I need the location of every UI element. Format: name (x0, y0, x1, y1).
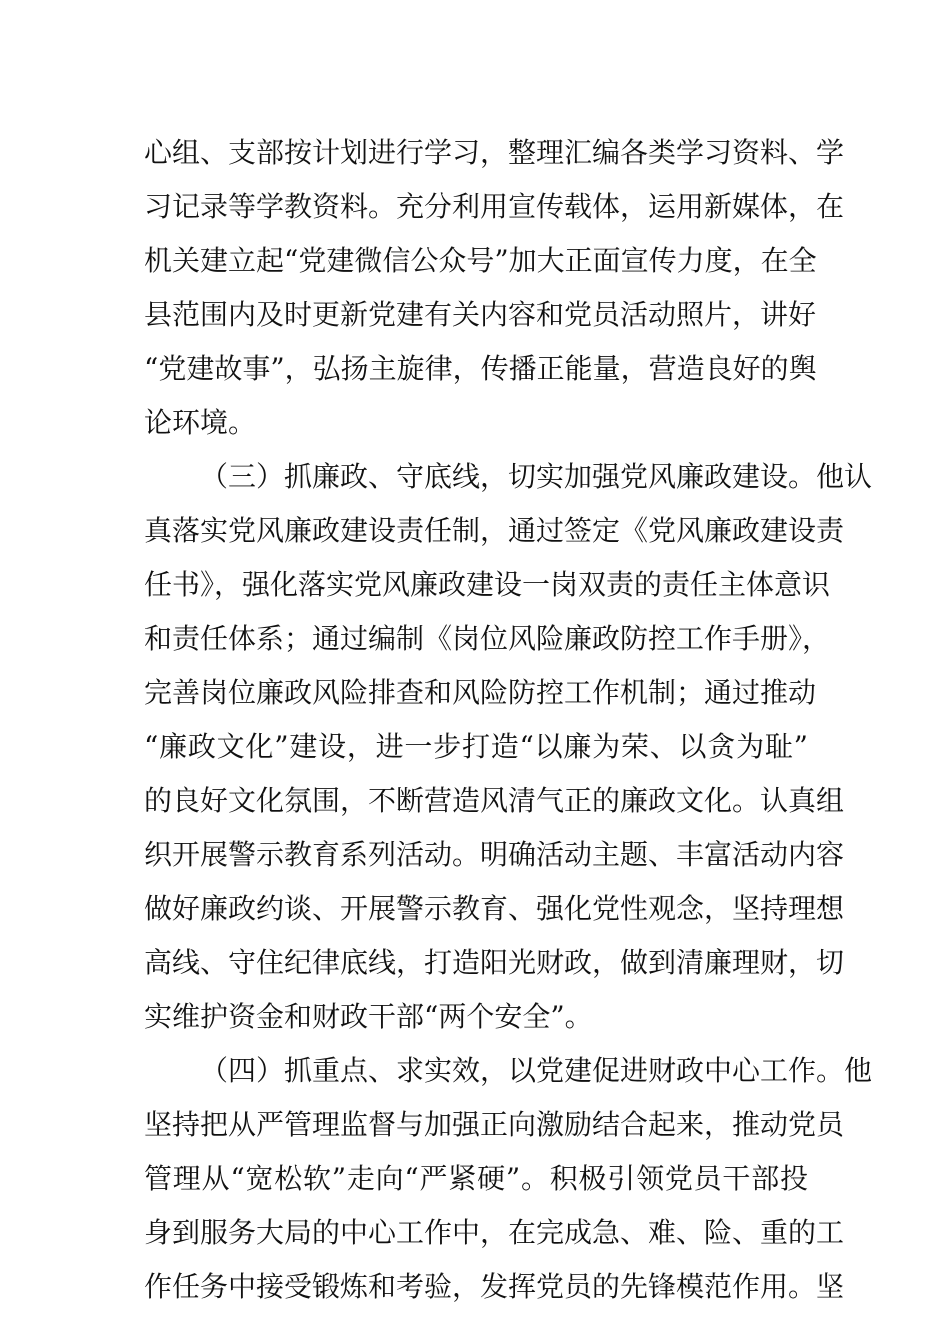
text-line: 习记录等学教资料。充分利用宣传载体，运用新媒体，在 (144, 190, 845, 223)
text-line: 高线、守住纪律底线，打造阳光财政，做到清廉理财，切 (144, 946, 845, 979)
text-line: 心组、支部按计划进行学习，整理汇编各类学习资料、学 (144, 136, 845, 169)
text-line: 和责任体系；通过编制《岗位风险廉政防控工作手册》， (144, 622, 831, 655)
text-line: 实维护资金和财政干部“两个安全”。 (144, 1000, 593, 1033)
text-line: 真落实党风廉政建设责任制，通过签定《党风廉政建设责 (144, 514, 845, 547)
text-line: “廉政文化”建设，进一步打造“以廉为荣、以贪为耻” (144, 730, 808, 763)
text-line: 的良好文化氛围，不断营造风清气正的廉政文化。认真组 (144, 784, 845, 817)
text-line: 管理从“宽松软”走向“严紧硬”。积极引领党员干部投 (144, 1162, 808, 1195)
text-line: 论环境。 (144, 406, 257, 439)
body-text (144, 126, 873, 1314)
text-line: 完善岗位廉政风险排查和风险防控工作机制；通过推动 (144, 676, 817, 709)
text-line: 任书》，强化落实党风廉政建设一岗双责的责任主体意识 (144, 568, 831, 601)
text-line: 织开展警示教育系列活动。明确活动主题、丰富活动内容 (144, 838, 845, 871)
text-line: 机关建立起“党建微信公众号”加大正面宣传力度，在全 (144, 244, 817, 277)
text-line: 坚持把从严管理监督与加强正向激励结合起来，推动党员 (144, 1108, 845, 1141)
text-line: 县范围内及时更新党建有关内容和党员活动照片，讲好 (144, 298, 817, 331)
text-line: 身到服务大局的中心工作中，在完成急、难、险、重的工 (144, 1216, 845, 1249)
paragraph-heading-line: （三）抓廉政、守底线，切实加强党风廉政建设。他认 (200, 460, 873, 493)
text-line: 做好廉政约谈、开展警示教育、强化党性观念，坚持理想 (144, 892, 845, 925)
text-line: 作任务中接受锻炼和考验，发挥党员的先锋模范作用。坚 (144, 1270, 845, 1303)
text-line: “党建故事”，弘扬主旋律，传播正能量，营造良好的舆 (144, 352, 817, 385)
paragraph-heading-line: （四）抓重点、求实效，以党建促进财政中心工作。他 (200, 1054, 873, 1087)
